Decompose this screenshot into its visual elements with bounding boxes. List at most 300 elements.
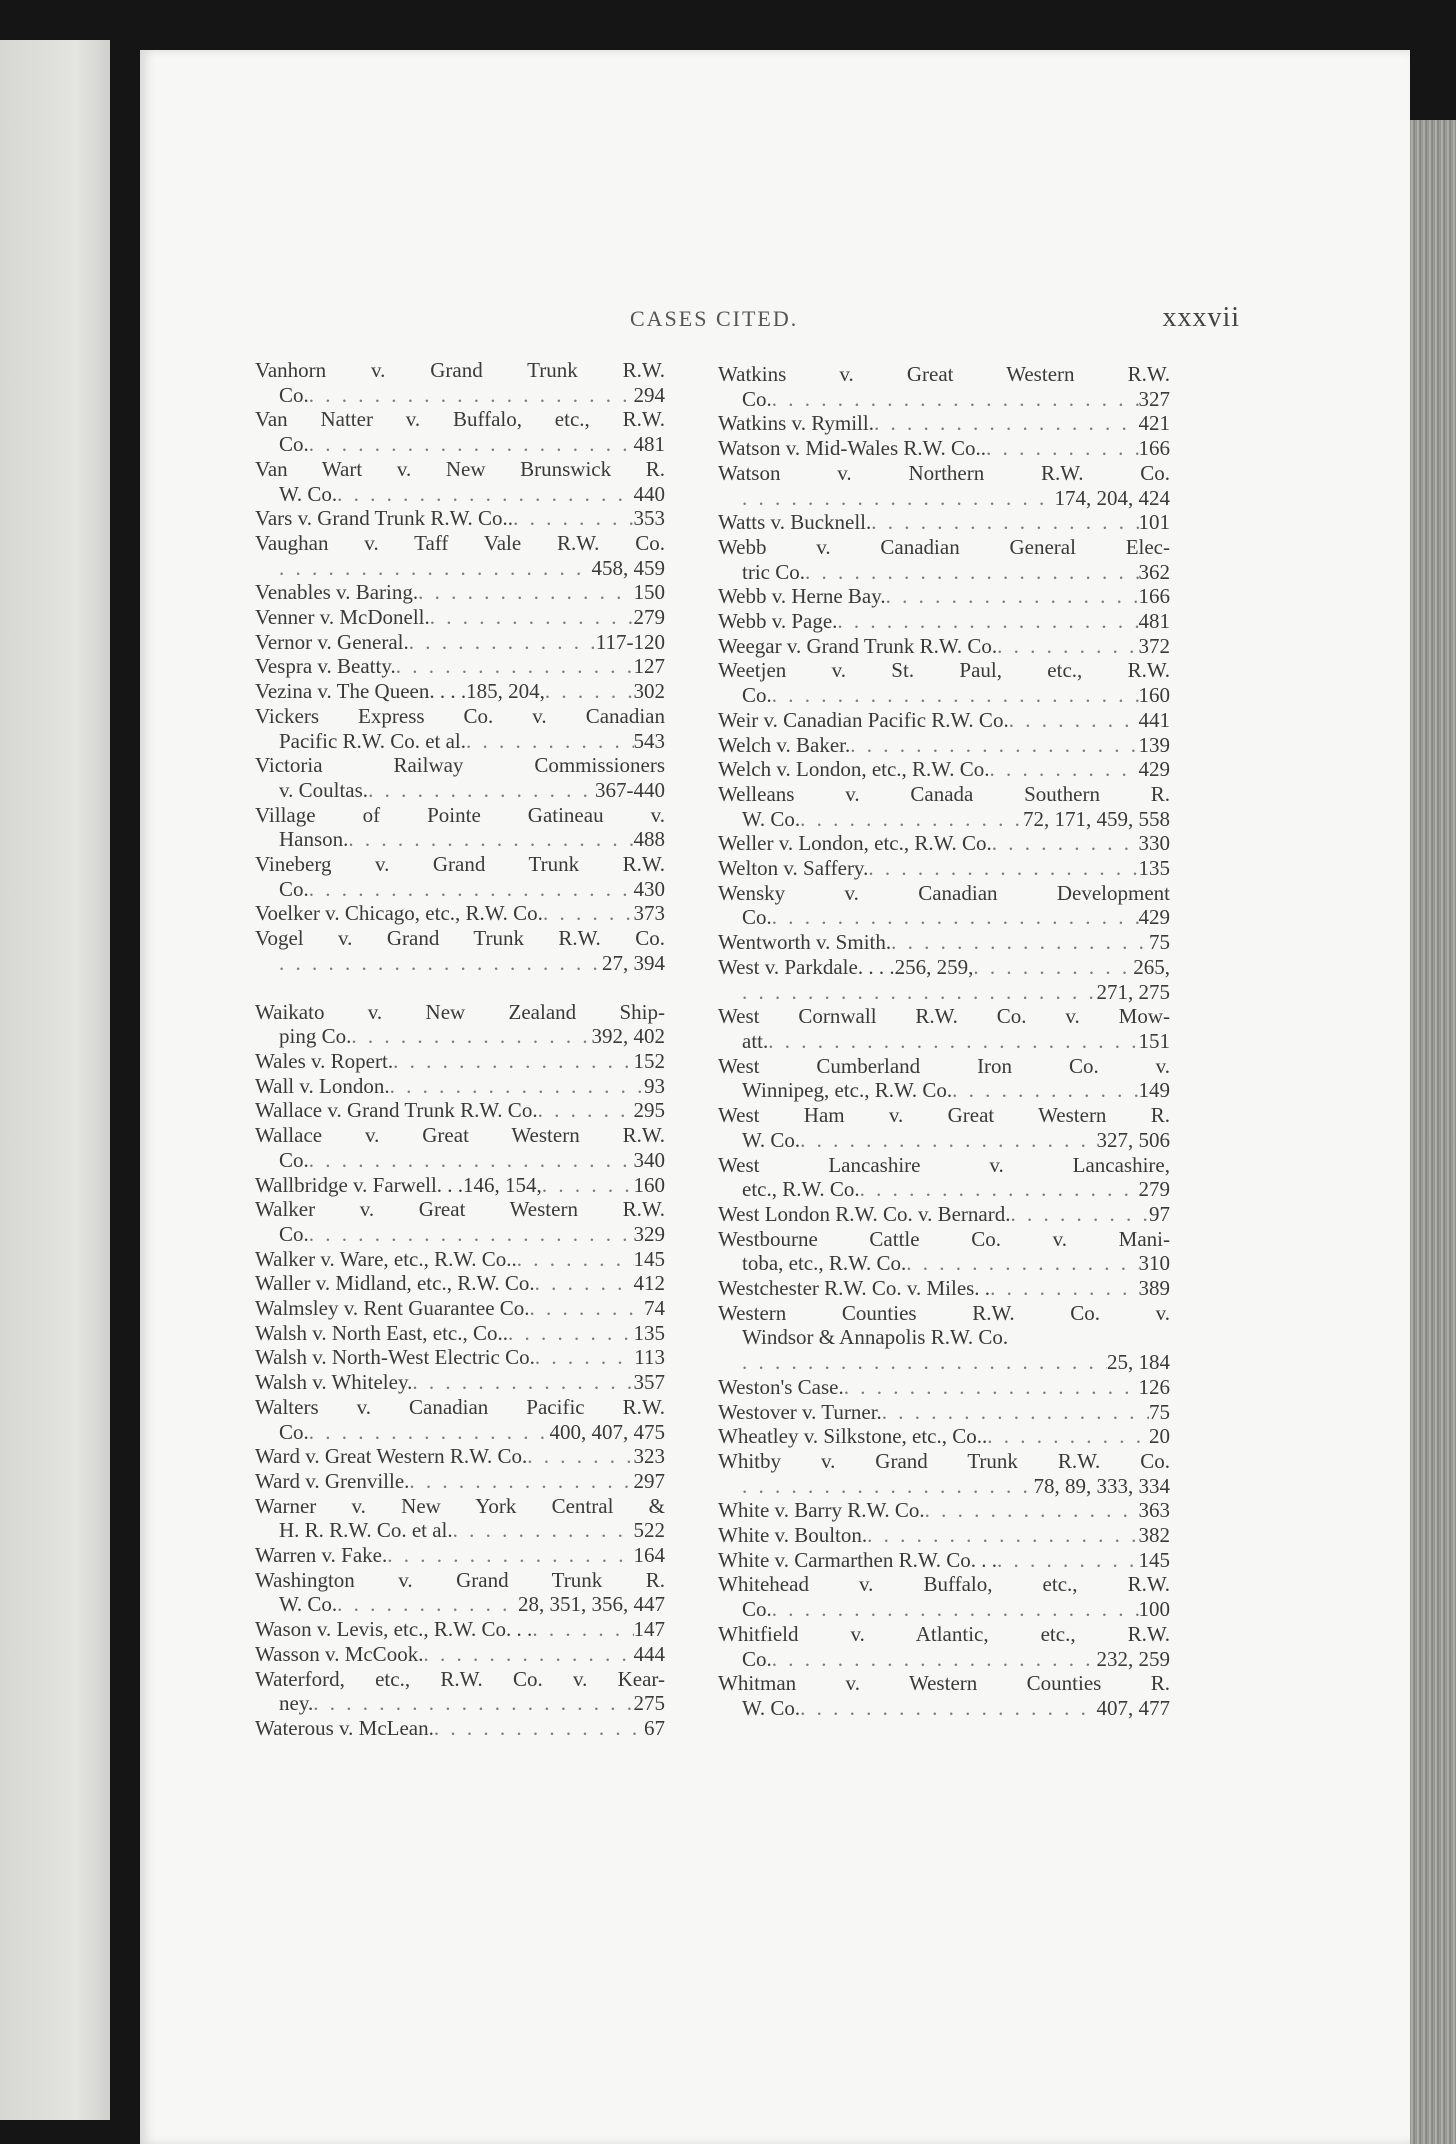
case-name: West Ham v. Great Western R. <box>718 1103 1170 1128</box>
entry-line <box>718 387 1170 412</box>
index-entry <box>718 1004 1170 1053</box>
entry-line <box>255 951 665 976</box>
case-name: Venables v. Baring. <box>255 580 419 605</box>
index-entry <box>255 1247 665 1272</box>
dot-leader <box>466 729 633 754</box>
index-entry <box>255 1074 665 1099</box>
dot-leader <box>874 411 1139 436</box>
dot-leader <box>309 1420 550 1445</box>
case-name: Weir v. Canadian Pacific R.W. Co. <box>718 707 1009 732</box>
page-references: 25, 184 <box>1107 1350 1170 1375</box>
index-entry <box>255 926 665 975</box>
page-references: 373 <box>633 901 665 926</box>
entry-line <box>718 1276 1170 1301</box>
entry-line <box>718 411 1170 436</box>
entry-line <box>718 1424 1170 1449</box>
entry-line <box>255 1321 665 1346</box>
case-name: Walker v. Ware, etc., R.W. Co.. <box>255 1246 517 1271</box>
case-name: Weston's Case. <box>718 1374 844 1399</box>
page-references: 97 <box>1149 1201 1170 1226</box>
entry-line <box>718 856 1170 881</box>
entry-line <box>718 1474 1170 1499</box>
dot-leader <box>309 1148 634 1173</box>
page-references: 429 <box>1138 905 1170 930</box>
index-entry <box>718 930 1170 955</box>
index-entry <box>255 1173 665 1198</box>
dot-leader <box>860 1177 1139 1202</box>
entry-line <box>718 634 1170 659</box>
entry-line <box>255 1370 665 1395</box>
dot-leader <box>508 1321 634 1346</box>
index-entry <box>255 1000 665 1049</box>
entry-line <box>255 654 665 679</box>
page-references: 389 <box>1138 1276 1170 1301</box>
page-references: 166 <box>1138 436 1170 461</box>
entry-line <box>718 955 1170 980</box>
dot-leader <box>513 506 633 531</box>
dot-leader <box>997 634 1138 659</box>
page-references: 275 <box>633 1691 665 1716</box>
page-references: 323 <box>633 1444 665 1469</box>
page-references: 481 <box>633 432 665 457</box>
index-column-right <box>718 362 1170 1721</box>
index-entry <box>718 1449 1170 1498</box>
case-name-continuation: Windsor & Annapolis R.W. Co. <box>742 1325 1009 1350</box>
case-name: Ward v. Grenville. <box>255 1468 410 1493</box>
page-references: 357 <box>633 1370 665 1395</box>
case-name: Watson v. Northern R.W. Co. <box>718 460 1170 485</box>
page-references: 367-440 <box>595 777 665 802</box>
dot-leader <box>390 1074 644 1099</box>
entry-line <box>255 1617 665 1642</box>
index-entry <box>718 1671 1170 1720</box>
page-references: 151 <box>1138 1028 1170 1053</box>
page-references: 100 <box>1138 1597 1170 1622</box>
entry-line <box>718 584 1170 609</box>
case-name: Vezina v. The Queen. . . .185, 204, <box>255 679 545 704</box>
entry-continuation: Co. <box>742 1597 772 1622</box>
page-references: 440 <box>633 481 665 506</box>
entry-continuation: v. Coultas. <box>279 777 369 802</box>
entry-continuation: W. Co. <box>742 1695 801 1720</box>
index-entry <box>718 1103 1170 1152</box>
index-entry <box>255 1667 665 1716</box>
case-name: West Cornwall R.W. Co. v. Mow- <box>718 1004 1170 1029</box>
entry-line <box>718 609 1170 634</box>
dot-leader <box>351 1024 591 1049</box>
dot-leader <box>279 951 602 976</box>
index-entry <box>255 1370 665 1395</box>
entry-continuation: Co. <box>279 432 309 457</box>
index-entry <box>718 1301 1170 1375</box>
page-references: 67 <box>644 1715 665 1740</box>
page-references: 279 <box>1138 1177 1170 1202</box>
entry-line <box>718 1523 1170 1548</box>
page-block-edge <box>1410 120 1456 2144</box>
entry-continuation: Co. <box>279 1419 309 1444</box>
dot-leader <box>348 827 633 852</box>
case-name: Welch v. London, etc., R.W. Co. <box>718 757 990 782</box>
case-name: Welton v. Saffery. <box>718 856 869 881</box>
case-name: White v. Boulton. <box>718 1523 868 1548</box>
dot-leader <box>337 482 633 507</box>
entry-line <box>718 831 1170 856</box>
index-entry <box>718 362 1170 411</box>
case-name: Waller v. Midland, etc., R.W. Co. <box>255 1271 535 1296</box>
index-entry <box>255 630 665 655</box>
dot-leader <box>393 1049 633 1074</box>
case-name: Walsh v. North East, etc., Co.. <box>255 1320 508 1345</box>
case-name: Vineberg v. Grand Trunk R.W. <box>255 852 665 877</box>
page-references: 382 <box>1138 1523 1170 1548</box>
entry-line <box>255 679 665 704</box>
index-entry <box>255 605 665 630</box>
page-references: 139 <box>1138 732 1170 757</box>
page-references: 295 <box>633 1098 665 1123</box>
dot-leader <box>992 831 1139 856</box>
dot-leader <box>538 1098 634 1123</box>
case-name: Vernor v. General. <box>255 629 409 654</box>
index-entry <box>718 1202 1170 1227</box>
entry-line <box>255 877 665 902</box>
dot-leader <box>742 1350 1107 1375</box>
dot-leader <box>535 1271 634 1296</box>
case-name: Watts v. Bucknell. <box>718 510 872 535</box>
index-entry <box>255 803 665 852</box>
page-references: 430 <box>633 876 665 901</box>
dot-leader <box>800 1696 1096 1721</box>
entry-line <box>718 560 1170 585</box>
index-entry <box>255 407 665 456</box>
entry-line <box>255 1592 665 1617</box>
page-references: 27, 394 <box>602 950 665 975</box>
index-entry <box>255 1469 665 1494</box>
index-entry <box>718 436 1170 461</box>
entry-continuation: H. R. R.W. Co. et al. <box>279 1518 453 1543</box>
case-name: Walters v. Canadian Pacific R.W. <box>255 1394 665 1419</box>
dot-leader <box>517 1247 634 1272</box>
entry-line <box>718 930 1170 955</box>
case-name: White v. Barry R.W. Co. <box>718 1498 925 1523</box>
case-name: Webb v. Page. <box>718 609 838 634</box>
index-entry <box>255 1617 665 1642</box>
dot-leader <box>309 432 634 457</box>
dot-leader <box>527 1444 633 1469</box>
case-name: Voelker v. Chicago, etc., R.W. Co. <box>255 901 543 926</box>
index-entry <box>718 535 1170 584</box>
case-name: Van Wart v. New Brunswick R. <box>255 456 665 481</box>
page-references: 152 <box>633 1048 665 1073</box>
entry-continuation: ping Co. <box>279 1024 352 1049</box>
entry-line <box>255 729 665 754</box>
page-references: 75 <box>1149 1399 1170 1424</box>
case-name: Ward v. Great Western R.W. Co. <box>255 1444 528 1469</box>
page-references: 302 <box>633 679 665 704</box>
entry-continuation: Pacific R.W. Co. et al. <box>279 728 467 753</box>
page-references: 543 <box>633 728 665 753</box>
entry-line <box>718 1251 1170 1276</box>
dot-leader <box>545 679 634 704</box>
page-references: 135 <box>1138 856 1170 881</box>
case-name: Webb v. Canadian General Elec- <box>718 534 1170 559</box>
entry-line <box>255 1444 665 1469</box>
dot-leader <box>1009 708 1139 733</box>
entry-line <box>255 1296 665 1321</box>
page-references: 522 <box>633 1518 665 1543</box>
page-references: 421 <box>1138 411 1170 436</box>
entry-line <box>255 1271 665 1296</box>
dot-leader <box>309 383 634 408</box>
page-references: 72, 171, 459, 558 <box>1023 806 1170 831</box>
page-references: 294 <box>633 382 665 407</box>
dot-leader <box>430 605 634 630</box>
running-title: CASES CITED. <box>630 306 799 331</box>
index-entry <box>718 782 1170 831</box>
page-references: 127 <box>633 654 665 679</box>
dot-leader <box>423 1642 633 1667</box>
entry-line <box>718 1375 1170 1400</box>
dot-leader <box>986 436 1138 461</box>
case-name: Weegar v. Grand Trunk R.W. Co. <box>718 633 998 658</box>
index-entry <box>718 411 1170 436</box>
page-references: 372 <box>1138 633 1170 658</box>
page-references: 353 <box>633 506 665 531</box>
dot-leader <box>742 486 1055 511</box>
entry-continuation: Co. <box>279 876 309 901</box>
index-entry <box>718 584 1170 609</box>
index-entry <box>255 358 665 407</box>
page-references: 297 <box>633 1468 665 1493</box>
page-references: 392, 402 <box>591 1024 665 1049</box>
entry-continuation: etc., R.W. Co. <box>742 1177 860 1202</box>
dot-leader <box>309 877 634 902</box>
entry-line <box>718 510 1170 535</box>
entry-line <box>255 1074 665 1099</box>
dot-leader <box>313 1691 633 1716</box>
dot-leader <box>1010 1202 1149 1227</box>
page-references: 265, <box>1133 954 1170 979</box>
entry-line <box>255 1518 665 1543</box>
index-entry <box>718 1424 1170 1449</box>
index-entry <box>718 1523 1170 1548</box>
dot-leader <box>886 584 1139 609</box>
dot-leader <box>543 901 634 926</box>
entry-continuation: ney. <box>279 1691 314 1716</box>
page-references: 145 <box>1138 1547 1170 1572</box>
entry-line <box>255 1049 665 1074</box>
index-entry <box>718 831 1170 856</box>
page-references: 458, 459 <box>591 555 665 580</box>
entry-line <box>255 1691 665 1716</box>
entry-line <box>718 1202 1170 1227</box>
dot-leader <box>772 1597 1139 1622</box>
entry-line <box>255 1222 665 1247</box>
case-name: Venner v. McDonell. <box>255 605 430 630</box>
case-name: Vespra v. Beatty. <box>255 654 396 679</box>
index-entry <box>718 856 1170 881</box>
entry-line <box>718 1128 1170 1153</box>
entry-continuation: Hanson. <box>279 827 349 852</box>
index-entry <box>255 704 665 753</box>
case-name: Watkins v. Rymill. <box>718 411 874 436</box>
entry-line <box>718 980 1170 1005</box>
case-name: Van Natter v. Buffalo, etc., R.W. <box>255 407 665 432</box>
dot-leader <box>772 683 1139 708</box>
index-entry <box>255 654 665 679</box>
case-name: Weller v. London, etc., R.W. Co. <box>718 831 992 856</box>
page-references: 444 <box>633 1641 665 1666</box>
page-references: 78, 89, 333, 334 <box>1033 1473 1170 1498</box>
entry-line <box>718 1029 1170 1054</box>
page-references: 166 <box>1138 584 1170 609</box>
dot-leader <box>409 630 596 655</box>
entry-line <box>255 1247 665 1272</box>
case-name: Village of Pointe Gatineau v. <box>255 802 665 827</box>
entry-line <box>255 1642 665 1667</box>
dot-leader <box>742 980 1097 1005</box>
dot-leader <box>990 1276 1138 1301</box>
dot-leader <box>987 1424 1149 1449</box>
index-entry <box>718 881 1170 930</box>
index-entry <box>718 1375 1170 1400</box>
dot-leader <box>952 1078 1138 1103</box>
dot-leader <box>532 1617 633 1642</box>
page-references: 149 <box>1138 1078 1170 1103</box>
dot-leader <box>925 1498 1139 1523</box>
index-entry <box>718 1153 1170 1202</box>
entry-line <box>718 1078 1170 1103</box>
index-entry <box>718 658 1170 707</box>
case-name: West Lancashire v. Lancashire, <box>718 1152 1170 1177</box>
index-entry <box>718 1276 1170 1301</box>
page-references: 441 <box>1138 707 1170 732</box>
index-entry <box>255 1395 665 1444</box>
page-references: 407, 477 <box>1096 1695 1170 1720</box>
page-references: 327, 506 <box>1096 1127 1170 1152</box>
page-references: 135 <box>633 1320 665 1345</box>
case-name: Whitehead v. Buffalo, etc., R.W. <box>718 1572 1170 1597</box>
index-entry <box>718 609 1170 634</box>
dot-leader <box>973 955 1133 980</box>
page-references: 160 <box>633 1172 665 1197</box>
entry-line <box>718 807 1170 832</box>
case-name: Whitman v. Western Counties R. <box>718 1671 1170 1696</box>
page-header <box>200 302 1240 342</box>
entry-line <box>255 1148 665 1173</box>
dot-leader <box>396 654 634 679</box>
entry-line <box>255 1098 665 1123</box>
entry-line <box>718 708 1170 733</box>
page-references: 164 <box>633 1543 665 1568</box>
index-entry <box>255 1321 665 1346</box>
entry-line <box>255 580 665 605</box>
page-references: 117-120 <box>595 629 665 654</box>
entry-line <box>718 436 1170 461</box>
index-entry <box>255 1271 665 1296</box>
case-name: West Cumberland Iron Co. v. <box>718 1053 1170 1078</box>
entry-line <box>718 757 1170 782</box>
index-entry <box>718 708 1170 733</box>
case-name: Victoria Railway Commissioners <box>255 753 665 778</box>
dot-leader <box>453 1518 634 1543</box>
entry-line <box>255 432 665 457</box>
index-entry <box>255 753 665 802</box>
index-entry <box>255 1197 665 1246</box>
index-entry <box>255 1049 665 1074</box>
dot-leader <box>772 1647 1097 1672</box>
page-references: 363 <box>1138 1498 1170 1523</box>
entry-continuation: Co. <box>742 905 772 930</box>
entry-line <box>255 1024 665 1049</box>
index-entry <box>718 1622 1170 1671</box>
index-entry <box>255 1123 665 1172</box>
case-name: Western Counties R.W. Co. v. <box>718 1300 1170 1325</box>
page-references: 93 <box>644 1073 665 1098</box>
index-entry <box>255 457 665 506</box>
dot-leader <box>535 1345 634 1370</box>
dot-leader <box>906 1251 1138 1276</box>
entry-line <box>718 1177 1170 1202</box>
dot-leader <box>868 856 1138 881</box>
entry-line <box>255 1173 665 1198</box>
entry-line <box>718 1597 1170 1622</box>
page-references: 327 <box>1138 386 1170 411</box>
case-name: Wasson v. McCook. <box>255 1641 424 1666</box>
index-entry <box>255 506 665 531</box>
case-name: Washington v. Grand Trunk R. <box>255 1567 665 1592</box>
entry-continuation: Co. <box>742 386 772 411</box>
dot-leader <box>530 1296 644 1321</box>
case-name: Walmsley v. Rent Guarantee Co. <box>255 1296 530 1321</box>
index-entry <box>718 733 1170 758</box>
entry-line <box>255 778 665 803</box>
entry-line <box>718 905 1170 930</box>
page-references: 75 <box>1149 930 1170 955</box>
index-entry <box>255 1568 665 1617</box>
facing-page-edge <box>0 40 110 2120</box>
index-entry <box>718 510 1170 535</box>
page-references: 429 <box>1138 757 1170 782</box>
entry-continuation: Co. <box>742 1646 772 1671</box>
entry-line <box>718 1400 1170 1425</box>
entry-line <box>255 605 665 630</box>
entry-continuation: W. Co. <box>279 1592 338 1617</box>
letter-section-gap <box>255 976 665 1000</box>
case-name: Wheatley v. Silkstone, etc., Co.. <box>718 1424 988 1449</box>
entry-line <box>255 1420 665 1445</box>
entry-line <box>255 556 665 581</box>
page-references: 101 <box>1138 510 1170 535</box>
case-name: Wallace v. Grand Trunk R.W. Co. <box>255 1098 538 1123</box>
index-entry <box>255 531 665 580</box>
page-references: 362 <box>1138 559 1170 584</box>
entry-line <box>255 901 665 926</box>
entry-line <box>255 827 665 852</box>
page-references: 232, 259 <box>1096 1646 1170 1671</box>
index-entry <box>255 1494 665 1543</box>
case-name: Wall v. London. <box>255 1073 390 1098</box>
page-references: 113 <box>634 1345 665 1370</box>
index-entry <box>255 1642 665 1667</box>
index-entry <box>718 1498 1170 1523</box>
entry-continuation: W. Co. <box>279 481 338 506</box>
case-name: Westover v. Turner. <box>718 1399 882 1424</box>
page-number: xxxvii <box>1162 302 1240 333</box>
page-references: 412 <box>633 1271 665 1296</box>
entry-line <box>255 1543 665 1568</box>
case-name: Walsh v. Whiteley. <box>255 1370 413 1395</box>
case-name: Waterford, etc., R.W. Co. v. Kear- <box>255 1666 665 1691</box>
